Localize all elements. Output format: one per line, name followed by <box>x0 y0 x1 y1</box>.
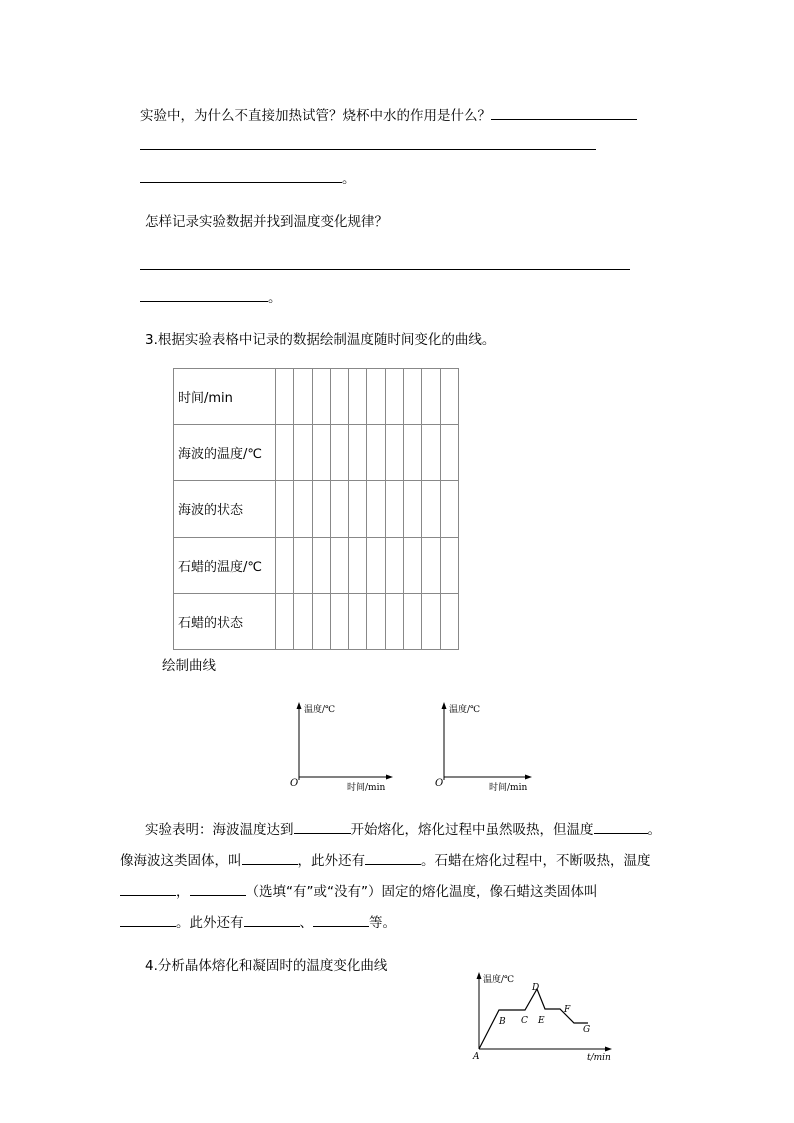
answer-line[interactable] <box>140 269 630 270</box>
y-axis-label: 温度/℃ <box>304 705 336 715</box>
answer-blank[interactable] <box>313 912 369 927</box>
conclusion-text: 。 <box>647 822 661 838</box>
conclusion-text: 实验表明：海波温度达到 <box>145 822 294 838</box>
question-heating-text: 实验中，为什么不直接加热试管？烧杯中水的作用是什么？ <box>140 108 491 124</box>
x-axis-arrow <box>386 775 393 780</box>
conclusion-text: 等。 <box>369 915 396 931</box>
x-axis-arrow <box>605 1047 612 1052</box>
table-row <box>174 481 459 537</box>
y-axis-arrow <box>442 702 447 709</box>
conclusion-text: 像海波这类固体，叫 <box>120 853 242 869</box>
answer-blank[interactable] <box>140 287 268 302</box>
answer-blank[interactable] <box>120 881 176 896</box>
item-3-heading: 3.根据实验表格中记录的数据绘制温度随时间变化的曲线。 <box>145 332 496 348</box>
answer-line[interactable] <box>140 149 596 150</box>
table-row <box>174 593 459 649</box>
x-axis-label: t/min <box>587 1053 611 1063</box>
point-label-d: D <box>532 983 540 993</box>
conclusion-text: 开始熔化，熔化过程中虽然吸热，但温度 <box>350 822 594 838</box>
conclusion-text: 。石蜡在熔化过程中，不断吸热，温度 <box>421 853 651 869</box>
blank-axes-right <box>430 700 540 795</box>
point-label-c: C <box>521 1016 528 1026</box>
origin-label: O <box>290 778 299 789</box>
conclusion-text: ，此外还有 <box>297 853 365 869</box>
point-label-e: E <box>538 1016 545 1026</box>
y-axis-label: 温度/℃ <box>483 975 515 985</box>
row-label-time: 时间/min <box>174 369 276 425</box>
y-axis-label: 温度/℃ <box>449 705 481 715</box>
answer-blank[interactable] <box>242 850 298 865</box>
answer-blank[interactable] <box>365 850 421 865</box>
row-label-hypo-temp: 海波的温度/℃ <box>174 425 276 481</box>
answer-blank[interactable] <box>190 881 246 896</box>
answer-blank[interactable] <box>594 819 648 834</box>
point-label-g: G <box>583 1025 591 1035</box>
conclusion-line-4 <box>120 912 396 932</box>
table-row <box>174 537 459 593</box>
row-label-hypo-state: 海波的状态 <box>174 481 276 537</box>
answer-blank[interactable] <box>491 105 637 120</box>
y-axis-arrow <box>477 972 482 979</box>
conclusion-line-2 <box>120 850 651 870</box>
conclusion-text: （选填“有”或“没有”）固定的熔化温度，像石蜡这类固体叫 <box>245 884 598 900</box>
row-label-wax-temp: 石蜡的温度/℃ <box>174 537 276 593</box>
temperature-curve <box>479 989 591 1049</box>
period-mark: 。 <box>342 171 356 187</box>
period-mark: 。 <box>268 290 282 306</box>
table-row <box>174 369 459 425</box>
point-label-f: F <box>564 1005 571 1015</box>
answer-blank[interactable] <box>294 819 351 834</box>
answer-blank[interactable] <box>140 168 342 183</box>
answer-blank[interactable] <box>244 912 300 927</box>
record-table <box>173 368 459 650</box>
x-axis-label: 时间/min <box>489 783 528 793</box>
conclusion-text: 。此外还有 <box>176 915 244 931</box>
x-axis-arrow <box>525 775 532 780</box>
y-axis-arrow <box>297 702 302 709</box>
conclusion-line-3 <box>120 881 597 901</box>
blank-axes-left <box>285 700 395 795</box>
item-4-heading: 4.分析晶体熔化和凝固时的温度变化曲线 <box>145 958 388 974</box>
question-recording: 怎样记录实验数据并找到温度变化规律？ <box>145 214 388 230</box>
answer-line-end <box>140 168 356 188</box>
point-label-b: B <box>499 1017 506 1027</box>
conclusion-text: 、 <box>299 915 313 931</box>
answer-line-end <box>140 287 282 307</box>
conclusion-text: ， <box>176 884 190 900</box>
x-axis-label: 时间/min <box>347 783 386 793</box>
table-row <box>174 425 459 481</box>
question-heating <box>140 105 637 125</box>
row-label-wax-state: 石蜡的状态 <box>174 593 276 649</box>
origin-label: O <box>435 778 444 789</box>
answer-blank[interactable] <box>120 912 176 927</box>
conclusion-line-1 <box>145 819 661 839</box>
melting-curve-graph <box>465 968 625 1063</box>
draw-curve-label: 绘制曲线 <box>162 658 216 674</box>
point-label-a: A <box>473 1052 480 1062</box>
